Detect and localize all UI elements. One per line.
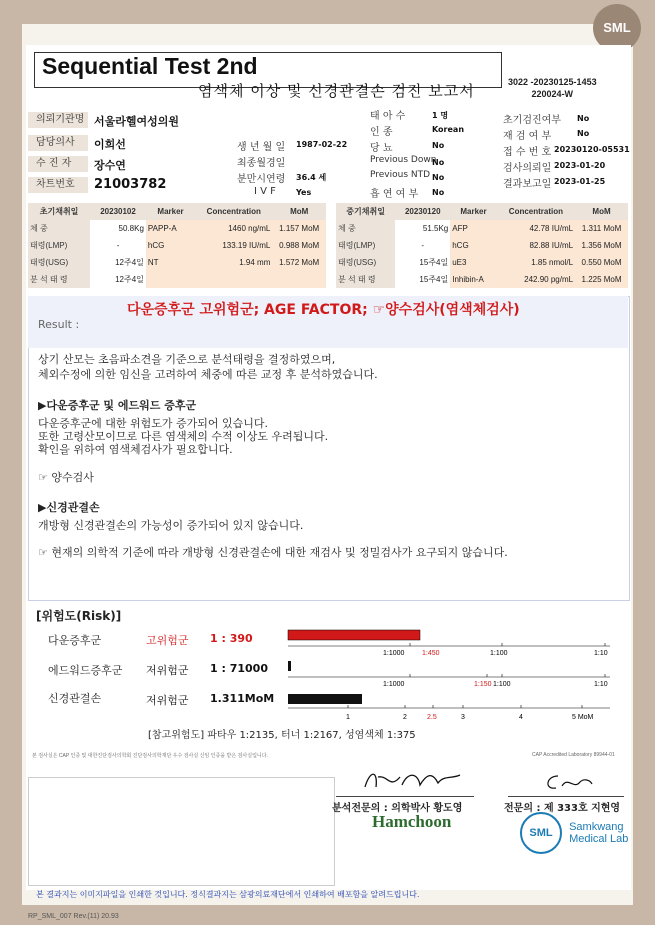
table-row: 분 석 태 령 15주4일 Inhibin-A 242.90 pg/mL 1.225 MoM: [336, 271, 628, 288]
cap-note: 본 검사실은 CAP 인증 및 대한진단검사의학회 진단검사의학재단 우수 검사실 신임 인증을 받은 검사실입니다.: [32, 753, 268, 759]
scale-label: 1: [346, 714, 350, 721]
hamchoon-logo: Hamchoon: [372, 812, 452, 831]
scale-label: 1:450: [422, 650, 440, 657]
scale-label: 4: [519, 714, 523, 721]
signature-2: [540, 768, 600, 796]
diabetes-label: 당 뇨: [370, 143, 393, 154]
sml-logo-small: SML: [520, 812, 562, 854]
col-marker: Marker: [146, 203, 195, 220]
result-paragraph: 상기 산모는 초음파소견을 기준으로 분석태령을 결정하였으며,: [38, 353, 336, 366]
risk-name-down: 다운증후군: [48, 634, 102, 647]
scale-label: 1:100: [490, 650, 508, 657]
doctor-label: 담당의사: [28, 135, 88, 151]
scale-label: 1:10: [594, 650, 608, 657]
early-screen-label: 초기검진여부: [503, 115, 561, 126]
risk-scale-down: [280, 626, 615, 660]
patient-name-label: 수 진 자: [28, 156, 88, 172]
report-title: Sequential Test 2nd: [42, 53, 258, 79]
samkwang-logo: [520, 812, 628, 854]
scale-label: 1:1000: [383, 681, 405, 688]
report-subtitle: 염색체 이상 및 신경관결손 검진 보고서: [198, 82, 475, 100]
col-mom: MoM: [272, 203, 326, 220]
previous-ntd-value: No: [432, 173, 445, 182]
amniocentesis-note: ☞ 양수검사: [38, 471, 94, 484]
scale-label: 1:1000: [383, 650, 405, 657]
report-date-value: 2023-01-25: [554, 177, 606, 186]
risk-scale-ntd: [280, 690, 615, 724]
result-paragraph: 개방형 신경관결손의 가능성이 증가되어 있지 않습니다.: [38, 519, 304, 532]
scale-label: 2.5: [427, 714, 437, 721]
dob-label: 생 년 월 일: [237, 142, 286, 153]
col-mom: MoM: [575, 203, 628, 220]
fetus-count-value: 1 명: [432, 111, 449, 120]
reference-risk: [참고위험도] 파타우 1:2135, 터너 1:2167, 성염색체 1:375: [148, 730, 416, 741]
smoking-label: 흡 연 여 부: [370, 189, 419, 200]
receipt-no-value: 20230120-05531: [554, 145, 630, 154]
table-row: 체 중 50.8Kg PAPP-A 1460 ng/mL 1.157 MoM: [28, 220, 326, 237]
signature-line-1: [336, 796, 474, 797]
risk-title: [위험도(Risk)]: [36, 609, 122, 623]
risk-category-edwards: 저위험군: [146, 664, 189, 677]
risk-bar-ntd: [288, 694, 362, 704]
table-row: 태령(LMP) - hCG 82.88 IU/mL 1.356 MoM: [336, 237, 628, 254]
table-row: 체 중 51.5Kg AFP 42.78 IU/mL 1.311 MoM: [336, 220, 628, 237]
table-row: 태령(LMP) - hCG 133.19 IU/mL 0.988 MoM: [28, 237, 326, 254]
patient-name-value: 장수연: [94, 159, 126, 172]
table-row: 태령(USG) 15주4일 uE3 1.85 nmol/L 0.550 MoM: [336, 254, 628, 271]
risk-value-ntd: 1.311MoM: [210, 692, 275, 705]
result-paragraph: ☞ 현재의 의학적 기준에 따라 개방형 신경관결손에 대한 재검사 및 정밀검사가 요구되지 않습니다.: [38, 546, 508, 559]
previous-ntd-label: Previous NTD: [370, 170, 431, 180]
comment-box: [28, 777, 335, 886]
risk-category-down: 고위험군: [146, 634, 189, 647]
scale-label: 5 MoM: [572, 714, 594, 721]
doctor-value: 이희선: [94, 138, 126, 151]
col-concentration: Concentration: [195, 203, 272, 220]
table-row: 태령(USG) 12주4일 NT 1.94 mm 1.572 MoM: [28, 254, 326, 271]
notice-text: 본 결과지는 이미지파일을 인쇄한 것입니다. 정식결과지는 삼광의료재단에서 인쇄하여 배포함을 알려드립니다.: [36, 890, 420, 899]
down-edwards-heading: ▶다운증후군 및 에드워드 증후군: [38, 399, 197, 412]
chart-number-label: 차트번호: [28, 177, 88, 193]
scale-label: 2: [403, 714, 407, 721]
institution-value: 서울라헬여성의원: [94, 115, 180, 128]
risk-value-edwards: 1 : 71000: [210, 662, 268, 675]
report-id: 3022 -20230125-1453 220024-W: [508, 77, 597, 99]
race-value: Korean: [432, 125, 465, 134]
table-row: 분 석 태 령 12주4일: [28, 271, 326, 288]
smoking-value: No: [432, 188, 445, 197]
early-screen-value: No: [577, 114, 590, 123]
right-border: [633, 0, 655, 925]
result-paragraph: 확인을 위하여 염색체검사가 필요합니다.: [38, 443, 233, 456]
left-border: [0, 0, 22, 925]
result-paragraph: 또한 고령산모이므로 다른 염색체의 수적 이상도 우려됩니다.: [38, 430, 329, 443]
retest-value: No: [577, 129, 590, 138]
diabetes-value: No: [432, 141, 445, 150]
institution-label: 의뢰기관명: [28, 112, 88, 128]
risk-name-ntd: 신경관결손: [48, 692, 102, 705]
first-trimester-table: [28, 203, 326, 288]
sml-logo: SML: [593, 4, 641, 52]
risk-value-down: 1 : 390: [210, 632, 253, 645]
delivery-age-value: 36.4 세: [296, 173, 327, 182]
col-marker: Marker: [450, 203, 497, 220]
signature-line-2: [508, 796, 624, 797]
scale-label: 1:150: [474, 681, 492, 688]
previous-down-label: Previous Down: [370, 155, 437, 165]
risk-scale-edwards: [280, 657, 615, 691]
report-date-label: 결과보고일: [503, 179, 552, 190]
second-date-label: 중기채취일: [336, 203, 395, 220]
top-border: [0, 0, 655, 24]
dob-value: 1987-02-22: [296, 140, 348, 149]
signer-1: 분석전문의 : 의학박사 황도영: [332, 803, 463, 814]
second-trimester-table: [336, 203, 628, 288]
signature-1: [360, 765, 470, 797]
delivery-age-label: 분만시연령: [237, 174, 286, 185]
risk-category-ntd: 저위험군: [146, 694, 189, 707]
result-paragraph: 다운증후군에 대한 위험도가 증가되어 있습니다.: [38, 417, 269, 430]
lmp-date-label: 최종월경일: [237, 158, 286, 169]
first-date-value: 20230102: [90, 203, 146, 220]
first-date-label: 초기채취일: [28, 203, 90, 220]
scale-label: 1:10: [594, 681, 608, 688]
ntd-heading: ▶신경관결손: [38, 501, 100, 514]
risk-bar-edwards: [288, 661, 291, 671]
signer-2: 전문의 : 제 333호 지현영: [504, 803, 621, 814]
risk-name-edwards: 에드워드증후군: [48, 664, 123, 677]
cap-number: CAP Accredited Laboratory 89944-01: [532, 752, 615, 758]
result-label: Result :: [38, 318, 80, 331]
retest-label: 재 검 여 부: [503, 131, 552, 142]
previous-down-value: No: [432, 158, 445, 167]
ivf-label: I V F: [254, 186, 276, 197]
result-paragraph: 체외수정에 의한 임신을 고려하여 체중에 따른 교정 후 분석하였습니다.: [38, 368, 378, 381]
col-concentration: Concentration: [497, 203, 575, 220]
samkwang-name: Samkwang: [569, 821, 624, 833]
scale-label: 3: [461, 714, 465, 721]
scale-label: 1:100: [493, 681, 511, 688]
ivf-value: Yes: [296, 188, 312, 197]
chart-number-value: 21003782: [94, 177, 167, 192]
request-date-value: 2023-01-20: [554, 161, 606, 170]
request-date-label: 검사의뢰일: [503, 163, 552, 174]
form-code: RP_SML_007 Rev.(11) 20.93: [28, 913, 119, 920]
second-date-value: 20230120: [395, 203, 450, 220]
samkwang-subname: Medical Lab: [569, 833, 629, 845]
race-label: 인 종: [370, 127, 393, 138]
risk-bar-down: [288, 630, 420, 640]
result-summary: 다운증후군 고위험군; AGE FACTOR; ☞양수검사(염색체검사): [127, 302, 520, 318]
fetus-count-label: 태 아 수: [370, 111, 406, 122]
receipt-no-label: 접 수 번 호: [503, 147, 552, 158]
